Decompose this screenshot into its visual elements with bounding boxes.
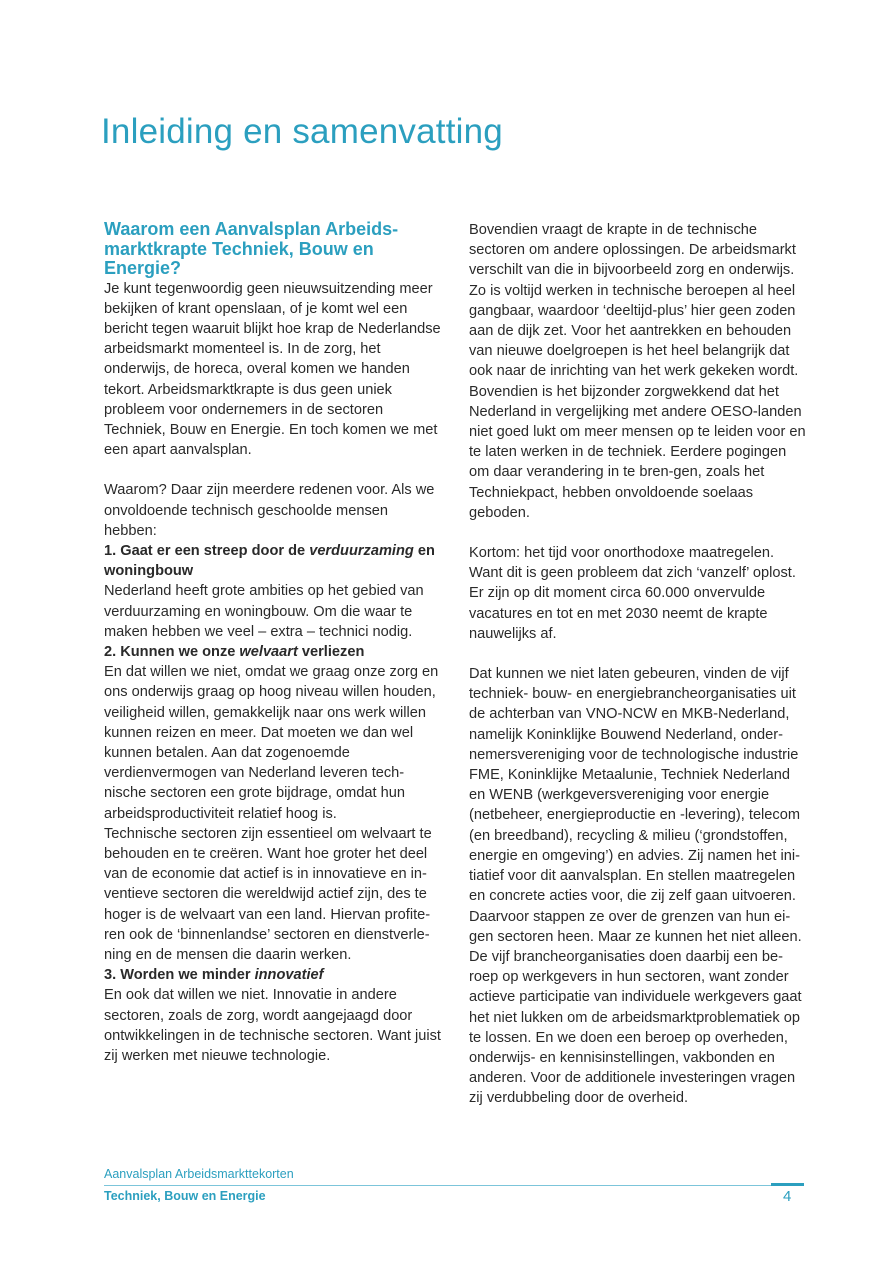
intro-paragraph: Je kunt tegenwoordig geen nieuwsuitzending meer bekijken of krant openslaan, of je komt wel een bericht tegen waaruit blijkt hoe krap de Nederlandse arbeidsmarkt momenteel is. In de zorg, het onderwijs, de horeca, overal komen we handen tekort. Arbeidsmarktkrapte is dus geen uniek probleem voor ondernemers in de sectoren Techniek, Bouw en Energie. En toch komen we met een apart aanvalsplan.	[104, 280, 441, 459]
page-title: Inleiding en samenvatting	[101, 112, 503, 151]
footer-divider	[104, 1185, 804, 1186]
subheading-emphasis: verduurzaming	[309, 542, 414, 559]
subheading-text: en woningbouw	[104, 542, 435, 580]
sustainability-paragraph: Nederland heeft grote ambities op het gebied van verduurzaming en woningbouw. Om die waar te maken hebben we veel – extra – technici nodig.	[104, 583, 424, 640]
subheading-prosperity	[104, 642, 442, 662]
subheading-sustainability	[104, 541, 442, 581]
footer-accent-bar	[771, 1183, 804, 1186]
subheading-text: 3. Worden we minder	[104, 967, 255, 984]
subheading-text: verliezen	[297, 643, 365, 660]
subheading-emphasis: innovatief	[254, 967, 324, 984]
section-heading: Waarom een Aanvalsplan Arbeids-marktkrapte Techniek, Bouw en Energie?	[104, 219, 399, 278]
subheading-text: 1. Gaat er een streep door de	[104, 542, 310, 559]
right-paragraph-2: Kortom: het tijd voor onorthodoxe maatregelen. Want dit is geen probleem dat zich ‘vanzelf’ oplost. Er zijn op dit moment circa 60.000 onvervulde vacatures en tot en met 2030 neemt de krapte nauwelijks af.	[469, 545, 796, 642]
innovation-paragraph: En ook dat willen we niet. Innovatie in andere sectoren, zoals de zorg, wordt aangejaagd door ontwikkelingen in de technische sectoren. Want juist zij werken met nieuwe technologie.	[104, 987, 441, 1065]
subheading-text: 2. Kunnen we onze	[104, 643, 240, 660]
footer-publication-title: Aanvalsplan Arbeidsmarkttekorten	[104, 1167, 294, 1181]
prosperity-paragraph-2: Technische sectoren zijn essentieel om welvaart te behouden en te creëren. Want hoe groter het deel van de economie dat actief is in innovatieve en in-ventieve sectoren die wereldwijd actief zijn, des te hoger is de welvaart van een land. Hiervan profite-ren ook de ‘binnenlandse’ sectoren en dienstverle-ning en de mensen die daarin werken.	[104, 825, 432, 963]
right-paragraph-3: Dat kunnen we niet laten gebeuren, vinden de vijf techniek- bouw- en energiebrancheorganisaties uit de achterban van VNO-NCW en MKB-Nederland, namelijk Koninklijke Bouwend Nederland, onder-nemersvereniging voor de technologische industrie FME, Koninklijke Metaalunie, Techniek Nederland en WENB (werkgeversvereniging voor energie (netbeheer, energieproductie en -levering), telecom (en breedband), recycling & milieu (‘grondstoffen, energie en omgeving’) en advies. Zij namen het ini-tiatief voor dit aanvalsplan. En stellen maatregelen en concrete acties voor, die zij zelf gaan uitvoeren. Daarvoor stappen ze over de grenzen van hun ei-gen sectoren heen. Maar ze kunnen het niet alleen. De vijf brancheorganisaties doen daarbij een be-roep op werkgevers in hun sectoren, want zonder actieve participatie van individuele werkgevers gaat het niet lukken om de arbeidsmarktproblematiek op te lossen. En we doen een beroep op overheden, onderwijs- en kennisinstellingen, vakbonden en anderen. Voor de additionele investeringen vragen zij verdubbeling door de overheid.	[469, 666, 802, 1107]
page-number: 4	[783, 1188, 792, 1205]
left-column	[104, 220, 442, 1066]
footer-publication-subtitle: Techniek, Bouw en Energie	[104, 1189, 266, 1203]
subheading-emphasis: welvaart	[239, 643, 298, 660]
reasons-paragraph: Waarom? Daar zijn meerdere redenen voor. Als we onvoldoende technisch geschoolde mensen hebben:	[104, 482, 435, 539]
right-column	[469, 220, 807, 1109]
prosperity-paragraph-1: En dat willen we niet, omdat we graag onze zorg en ons onderwijs graag op hoog niveau willen houden, veiligheid willen, gemakkelijk naar ons werk willen kunnen reizen en meer. Dat moeten we dan wel kunnen betalen. Aan dat zogenoemde verdienvermogen van Nederland leveren tech-nische sectoren een grote bijdrage, omdat hun arbeidsproductiviteit relatief hoog is.	[104, 664, 439, 822]
right-paragraph-1: Bovendien vraagt de krapte in de technische sectoren om andere oplossingen. De arbeidsmarkt verschilt van die in bijvoorbeeld zorg en onderwijs. Zo is voltijd werken in technische beroepen al heel gangbaar, waardoor ‘deeltijd-plus’ hier geen zoden aan de dijk zet. Voor het aantrekken en behouden van nieuwe doelgroepen is het heel belangrijk dat ook naar de inrichting van het werk gekeken wordt. Bovendien is het bijzonder zorgwekkend dat het Nederland in vergelijking met andere OESO-landen niet goed lukt om meer mensen op te leiden voor en te laten werken in de techniek. Eerdere pogingen om daar verandering in te bren-gen, zoals het Techniekpact, hebben onvoldoende soelaas geboden.	[469, 222, 806, 521]
subheading-innovation	[104, 965, 442, 985]
